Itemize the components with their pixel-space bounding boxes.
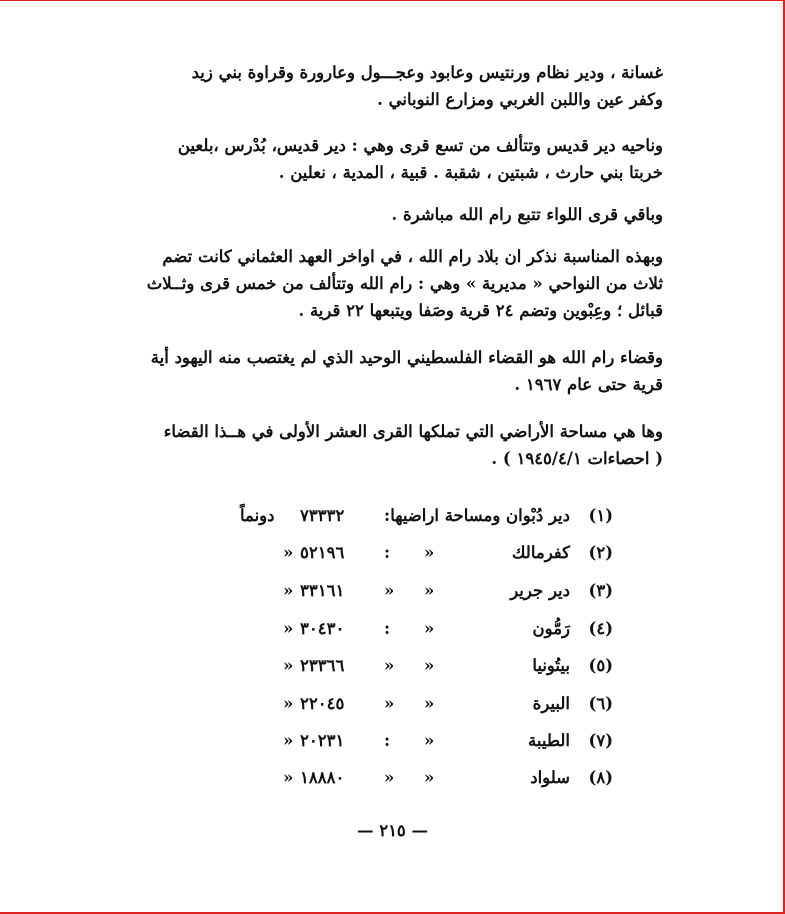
area-value: ٣٠٤٣٠ — [300, 619, 345, 638]
item-number: (١) — [588, 506, 613, 525]
paragraph-6 — [143, 418, 663, 472]
ditto-mark: » — [384, 656, 395, 675]
village-name: بيتُونيا — [532, 656, 570, 675]
area-value: ١٨٨٨٠ — [300, 768, 345, 787]
ditto-mark: » — [424, 731, 435, 750]
ditto-mark: » — [424, 543, 435, 562]
village-name: رَمُّون — [532, 619, 570, 638]
ditto-mark: » — [283, 656, 294, 675]
ditto-mark: » — [283, 768, 294, 787]
area-unit: دونماً — [240, 506, 275, 525]
ditto-mark: » — [283, 619, 294, 638]
paragraph-line: قرية حتى عام ١٩٦٧ . — [514, 375, 663, 394]
ditto-mark: » — [283, 543, 294, 562]
paragraph-line: وها هي مساحة الأراضي التي تملكها القرى العشر الأولى في هــذا القضاء — [163, 422, 663, 441]
paragraph-3 — [143, 201, 663, 228]
item-number: (٥) — [588, 656, 613, 675]
list-item — [0, 506, 785, 534]
item-number: (٦) — [588, 694, 613, 713]
paragraph-5 — [143, 344, 663, 398]
village-name: دير دُبْوان ومساحة اراضيها — [390, 506, 570, 525]
list-item — [0, 694, 785, 722]
item-number: (٧) — [588, 731, 613, 750]
list-item — [0, 619, 785, 647]
ditto-mark: » — [424, 619, 435, 638]
paragraph-2 — [143, 132, 663, 186]
village-name: سلواد — [530, 768, 570, 787]
area-value: ٥٢١٩٦ — [300, 543, 345, 562]
list-item — [0, 768, 785, 796]
paragraph-line: قبائل ؛ وعِبْوين وتضم ٢٤ قرية وصَفا ويتبعها ٢٢ قرية . — [298, 301, 663, 320]
village-name: كفرمالك — [511, 543, 570, 562]
area-value: ٢٢٠٤٥ — [300, 694, 345, 713]
paragraph-line: وباقي قرى اللواء تتبع رام الله مباشرة . — [391, 205, 663, 224]
village-name: البيرة — [532, 694, 570, 713]
separator-colon: : — [384, 619, 391, 638]
paragraph-line: وناحيه دير قديس وتتألف من تسع قرى وهي : دير قديس، بُدْرس ،بلعين — [177, 136, 663, 155]
ditto-mark: » — [424, 656, 435, 675]
area-value: ٢٣٣٦٦ — [300, 656, 345, 675]
paragraph-line: وبهذه المناسبة نذكر ان بلاد رام الله ، في اواخر العهد العثماني كانت تضم — [162, 247, 663, 266]
item-number: (٣) — [588, 581, 613, 600]
item-number: (٢) — [588, 543, 613, 562]
ditto-mark: » — [384, 694, 395, 713]
paragraph-line: ثلاث من النواحي « مديرية » وهي : رام الله وتتألف من خمس قرى وثــلاث — [146, 274, 663, 293]
item-number: (٨) — [588, 768, 613, 787]
ditto-mark: » — [424, 581, 435, 600]
list-item — [0, 656, 785, 684]
ditto-mark: » — [424, 694, 435, 713]
list-item — [0, 731, 785, 759]
separator-colon: : — [384, 506, 391, 525]
ditto-mark: » — [384, 581, 395, 600]
paragraph-line: خربتا بني حارث ، شبتين ، شقبة . قبية ، المدية ، نعلين . — [278, 163, 663, 182]
ditto-mark: » — [283, 731, 294, 750]
ditto-mark: » — [283, 581, 294, 600]
ditto-mark: » — [424, 768, 435, 787]
paragraph-line: وكفر عين واللبن الغربي ومزارع النوباني . — [377, 90, 663, 109]
separator-colon: : — [384, 731, 391, 750]
area-value: ٢٠٢٣١ — [300, 731, 345, 750]
paragraph-line: غسانة ، ودير نظام ورنتيس وعابود وعجـــول وعارورة وقراوة بني زيد — [191, 63, 663, 82]
item-number: (٤) — [588, 619, 613, 638]
paragraph-1 — [143, 59, 663, 113]
page-number: — ٢١٥ — — [356, 821, 429, 840]
paragraph-line: ( احصاءات ١٩٤٥/٤/١ ) . — [491, 449, 663, 468]
list-item — [0, 543, 785, 571]
separator-colon: : — [384, 543, 391, 562]
ditto-mark: » — [283, 694, 294, 713]
area-value: ٧٣٣٣٢ — [300, 506, 345, 525]
paragraph-4 — [143, 243, 663, 324]
paragraph-line: وقضاء رام الله هو القضاء الفلسطيني الوحيد الذي لم يغتصب منه اليهود أية — [150, 348, 663, 367]
village-name: الطيبة — [528, 731, 570, 750]
ditto-mark: » — [384, 768, 395, 787]
list-item — [0, 581, 785, 609]
area-value: ٣٣١٦١ — [300, 581, 345, 600]
village-name: دير جرير — [510, 581, 570, 600]
